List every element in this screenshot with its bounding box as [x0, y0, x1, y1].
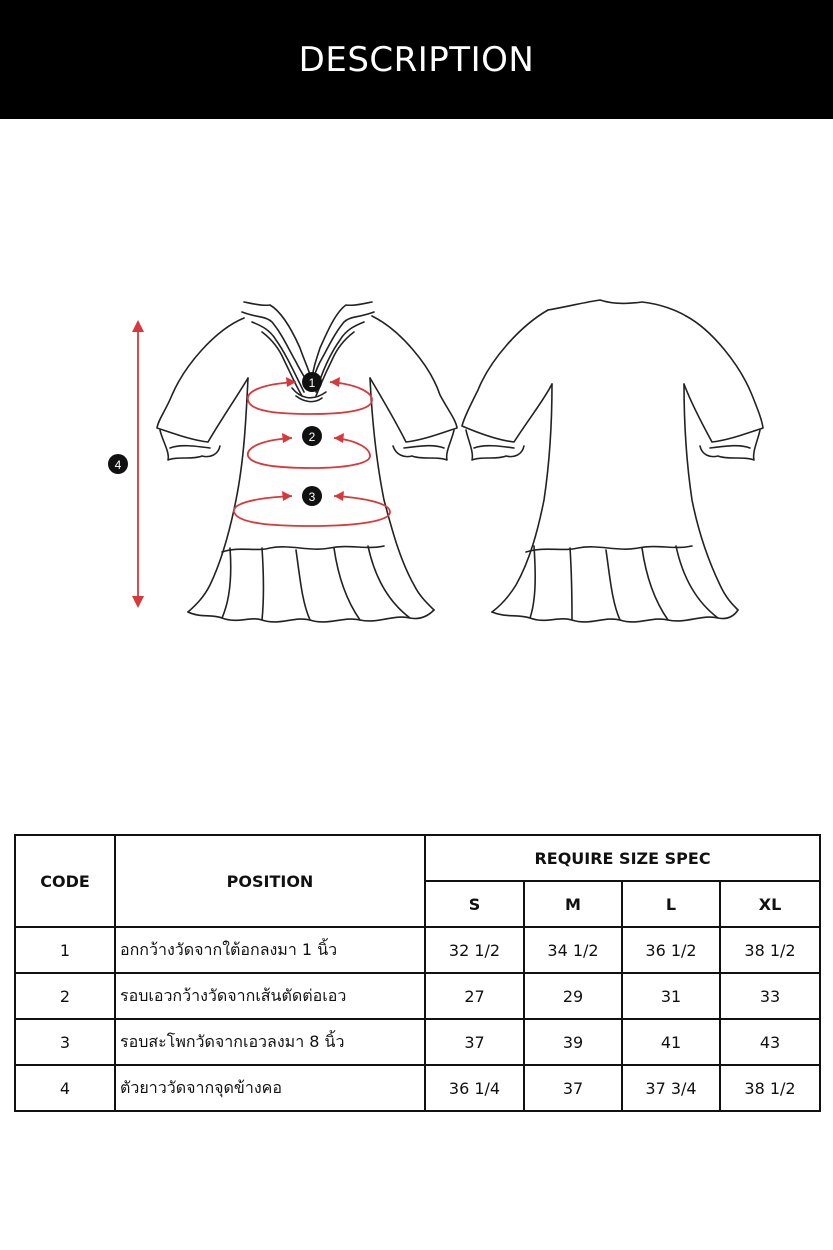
row-value-xl: 43 — [720, 1019, 820, 1065]
table-row — [15, 973, 820, 1019]
dress-diagram — [0, 280, 833, 640]
marker-4 — [108, 454, 128, 474]
table-row — [15, 1065, 820, 1111]
row-value-m: 37 — [524, 1065, 622, 1111]
svg-text:1: 1 — [308, 376, 316, 390]
marker-1 — [302, 372, 322, 392]
svg-text:2: 2 — [308, 430, 316, 444]
row-position: ตัวยาววัดจากจุดข้างคอ — [115, 1065, 425, 1111]
row-position: รอบสะโพกวัดจากเอวลงมา 8 นิ้ว — [115, 1019, 425, 1065]
front-dress — [157, 302, 457, 622]
row-value-xl: 33 — [720, 973, 820, 1019]
size-xl-header: XL — [720, 881, 820, 927]
measure-lines — [138, 326, 390, 604]
row-value-xl: 38 1/2 — [720, 927, 820, 973]
table-row — [15, 1019, 820, 1065]
table-row — [15, 927, 820, 973]
svg-text:3: 3 — [308, 490, 316, 504]
size-l-header: L — [622, 881, 720, 927]
size-m-header: M — [524, 881, 622, 927]
row-value-m: 39 — [524, 1019, 622, 1065]
size-spec-table — [14, 834, 821, 1112]
row-value-m: 29 — [524, 973, 622, 1019]
code-header: CODE — [15, 835, 115, 927]
garment-illustration — [0, 280, 833, 640]
row-value-l: 36 1/2 — [622, 927, 720, 973]
row-code: 1 — [15, 927, 115, 973]
row-value-s: 36 1/4 — [425, 1065, 524, 1111]
row-value-s: 27 — [425, 973, 524, 1019]
svg-text:4: 4 — [114, 458, 122, 472]
row-code: 4 — [15, 1065, 115, 1111]
marker-3 — [302, 486, 322, 506]
size-spec-header: REQUIRE SIZE SPEC — [425, 835, 820, 881]
position-header: POSITION — [115, 835, 425, 927]
back-dress — [462, 300, 763, 622]
page-header — [0, 0, 833, 119]
row-value-l: 37 3/4 — [622, 1065, 720, 1111]
row-code: 2 — [15, 973, 115, 1019]
row-position: อกกว้างวัดจากใต้อกลงมา 1 นิ้ว — [115, 927, 425, 973]
row-code: 3 — [15, 1019, 115, 1065]
row-value-s: 32 1/2 — [425, 927, 524, 973]
row-value-l: 31 — [622, 973, 720, 1019]
row-position: รอบเอวกว้างวัดจากเส้นตัดต่อเอว — [115, 973, 425, 1019]
size-s-header: S — [425, 881, 524, 927]
page-title: DESCRIPTION — [298, 39, 535, 80]
marker-2 — [302, 426, 322, 446]
row-value-l: 41 — [622, 1019, 720, 1065]
row-value-m: 34 1/2 — [524, 927, 622, 973]
row-value-xl: 38 1/2 — [720, 1065, 820, 1111]
measure-arrowheads — [132, 320, 344, 608]
row-value-s: 37 — [425, 1019, 524, 1065]
